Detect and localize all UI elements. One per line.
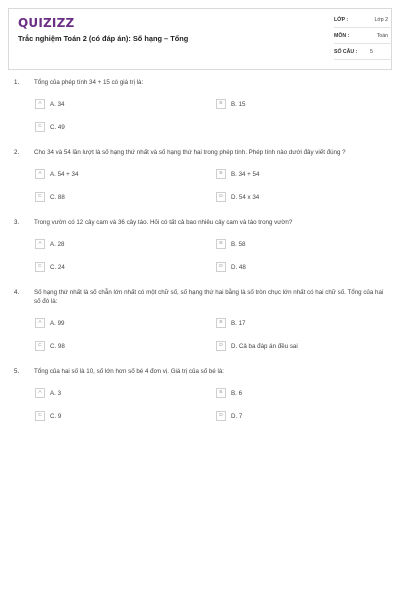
worksheet-header — [8, 8, 392, 70]
option-letter-box: D — [216, 341, 226, 351]
option-letter-box: A — [35, 318, 45, 328]
option-text: A. 3 — [50, 390, 62, 397]
option-text: A. 99 — [50, 320, 65, 327]
option-text: C. 49 — [50, 124, 65, 131]
option-text: C. 24 — [50, 264, 65, 271]
option-text: D. 54 x 34 — [231, 194, 260, 201]
option-letter-box: C — [35, 262, 45, 272]
option-letter-box: A — [35, 239, 45, 249]
question-number: 5. — [14, 368, 20, 375]
option-letter-box: A — [35, 99, 45, 109]
question-number: 4. — [14, 289, 20, 296]
question-text: Tổng của phép tính 34 + 15 có giá trị là: — [34, 79, 144, 86]
question-text: Trong vườn có 12 cây cam và 36 cây táo. Hỏi có tất cả bao nhiêu cây cam và táo trong vườn? — [34, 219, 293, 226]
question-text: Tổng của hai số là 10, số lớn hơn số bé 4 đơn vị. Giá trị của số bé là: — [34, 368, 224, 375]
option-text: B. 34 + 54 — [231, 171, 260, 178]
option-letter-box: C — [35, 341, 45, 351]
meta-label: LỚP : — [334, 17, 349, 23]
meta-value: Lớp 2 — [374, 17, 388, 23]
option-text: B. 17 — [231, 320, 246, 327]
option-letter-box: B — [216, 388, 226, 398]
option-text: D. 7 — [231, 413, 243, 420]
option-text: B. 15 — [231, 101, 246, 108]
option-letter-box: C — [35, 192, 45, 202]
meta-value: 5 — [370, 49, 373, 55]
option-text: A. 28 — [50, 241, 65, 248]
option-text: D. 48 — [231, 264, 246, 271]
option-letter-box: D — [216, 262, 226, 272]
question-number: 3. — [14, 219, 20, 226]
option-text: B. 58 — [231, 241, 246, 248]
question-text: Số hạng thứ nhất là số chẵn lớn nhất có một chữ số, số hạng thứ hai bằng là số tròn chục lớn nhất có hai chữ số. Tổng của hai số đó là: — [34, 289, 384, 305]
meta-label: SỐ CÂU : — [334, 49, 358, 55]
option-letter-box: B — [216, 99, 226, 109]
option-text: D. Cả ba đáp án đều sai — [231, 343, 298, 350]
meta-label: MÔN : — [334, 33, 350, 39]
option-text: A. 54 + 34 — [50, 171, 79, 178]
option-letter-box: D — [216, 192, 226, 202]
option-letter-box: B — [216, 169, 226, 179]
question-text: Cho 34 và 54 lần lượt là số hạng thứ nhất và số hạng thứ hai trong phép tính. Phép tính nào dưới đây viết đúng ? — [34, 149, 346, 156]
meta-subject — [334, 31, 392, 44]
option-letter-box: B — [216, 318, 226, 328]
option-text: A. 34 — [50, 101, 65, 108]
question-number: 2. — [14, 149, 20, 156]
option-text: C. 98 — [50, 343, 65, 350]
page-title: Trắc nghiệm Toán 2 (có đáp án): Số hạng – Tổng — [18, 34, 189, 43]
option-letter-box: B — [216, 239, 226, 249]
option-text: C. 9 — [50, 413, 62, 420]
option-text: B. 6 — [231, 390, 243, 397]
meta-question-count — [334, 47, 392, 60]
question-number: 1. — [14, 79, 20, 86]
option-letter-box: A — [35, 388, 45, 398]
option-letter-box: D — [216, 411, 226, 421]
option-letter-box: C — [35, 411, 45, 421]
meta-value: Toán — [376, 33, 388, 39]
quizizz-logo: QUIZIZZ — [18, 16, 75, 30]
option-letter-box: A — [35, 169, 45, 179]
meta-class — [334, 15, 392, 28]
option-text: C. 88 — [50, 194, 65, 201]
option-letter-box: C — [35, 122, 45, 132]
